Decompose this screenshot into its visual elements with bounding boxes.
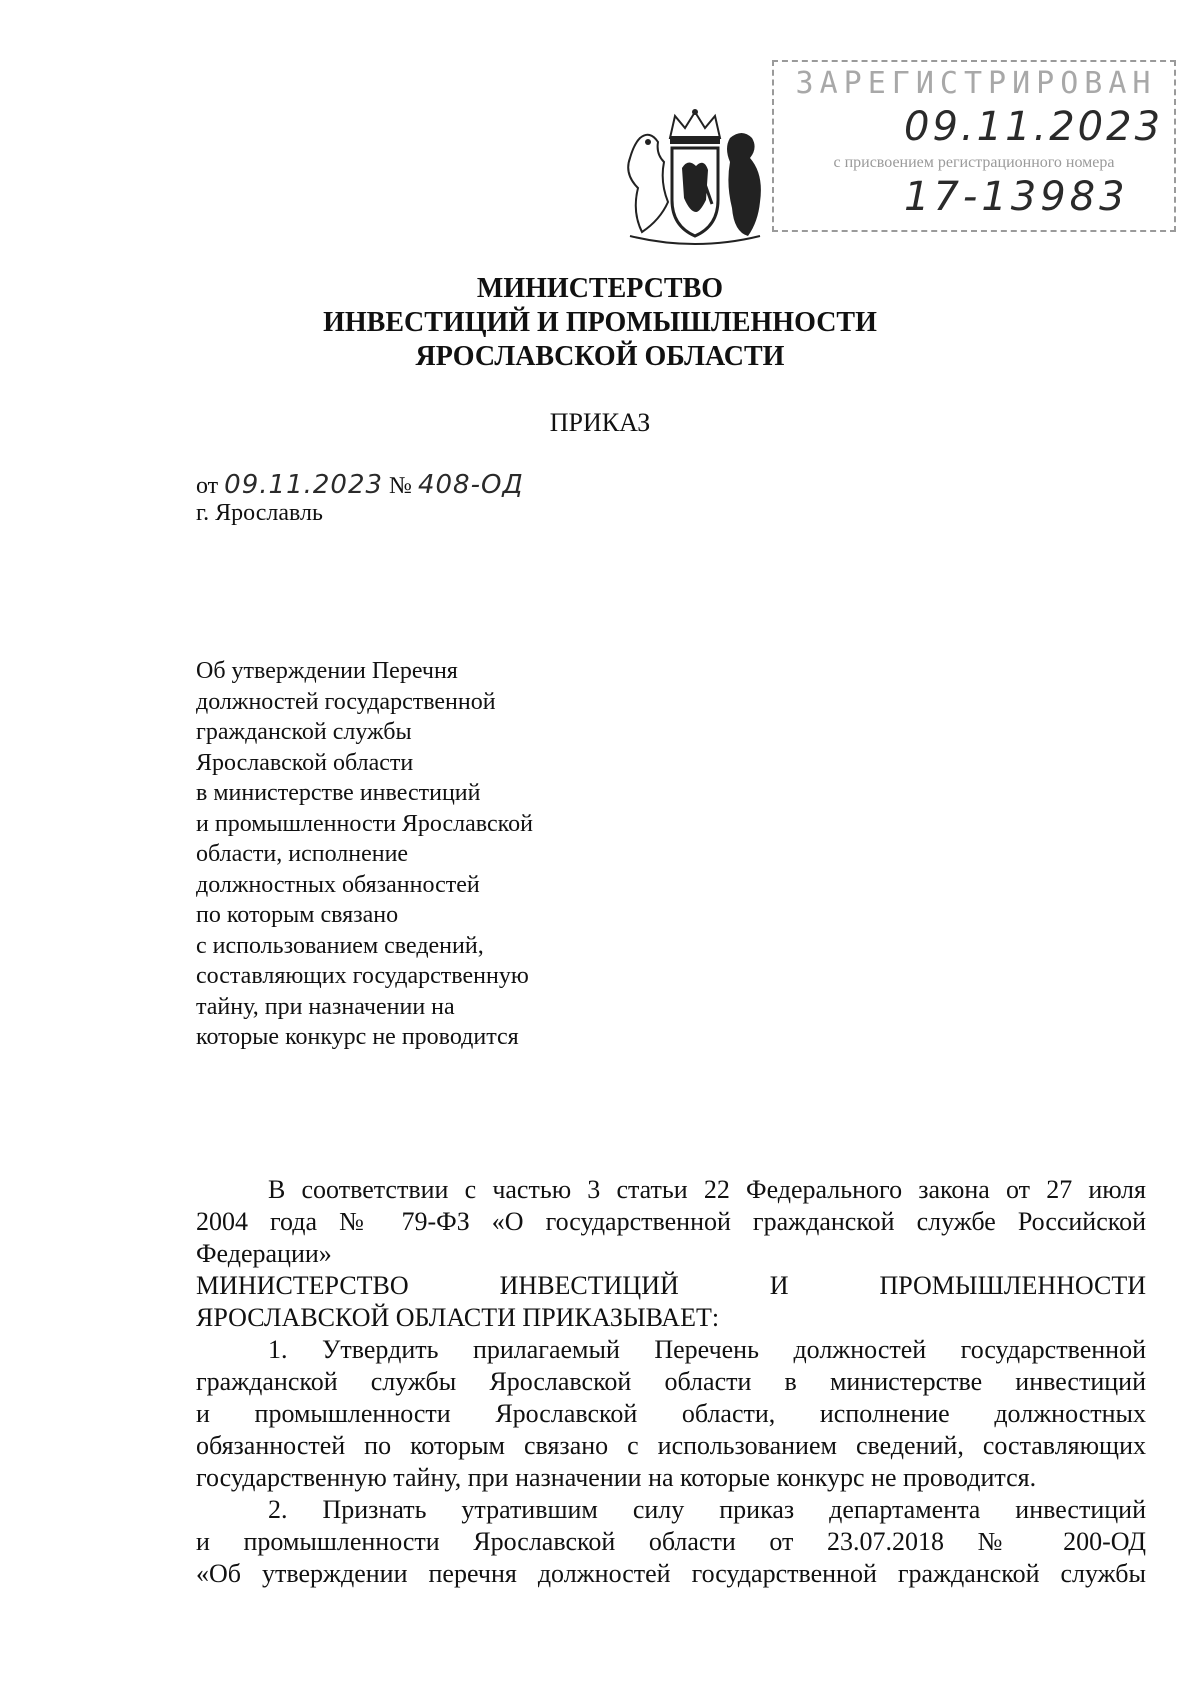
- subject-line: по которым связано: [196, 902, 399, 928]
- item-2-line: и промышленности Ярославской области от 23.07.2018 № 200-ОД: [196, 1527, 1146, 1556]
- subject-line: составляющих государственную: [196, 963, 529, 989]
- subject-line: должностей государственной: [196, 688, 496, 715]
- ministry-title-line: ИНВЕСТИЦИЙ И ПРОМЫШЛЕННОСТИ: [323, 307, 877, 338]
- item-1-line: государственную тайну, при назначении на которые конкурс не проводится.: [196, 1463, 1037, 1492]
- order-subject: [196, 656, 616, 1053]
- subject-line: гражданской службы: [196, 719, 412, 745]
- order-body: [196, 1174, 1146, 1590]
- subject-line: должностных обязанностей: [196, 871, 480, 898]
- item-1-line: и промышленности Ярославской области, исполнение должностных: [196, 1399, 1146, 1428]
- yaroslavl-coat-of-arms-icon: [620, 108, 770, 248]
- item-1-line: обязанностей по которым связано с использованием сведений, составляющих: [196, 1431, 1146, 1460]
- preamble-line: В соответствии с частью 3 статьи 22 Федерального закона от 27 июля: [268, 1175, 1146, 1204]
- subject-line: с использованием сведений,: [196, 932, 484, 959]
- item-2-line: «Об утверждении перечня должностей государственной гражданской службы: [196, 1559, 1146, 1588]
- city: г. Ярославль: [196, 500, 323, 526]
- date-prefix: от: [196, 473, 219, 499]
- ministry-title-line: ЯРОСЛАВСКОЙ ОБЛАСТИ: [415, 341, 785, 372]
- document-type: ПРИКАЗ: [549, 408, 651, 437]
- stamp-number: 17-13983: [904, 174, 1129, 220]
- stamp-date: 09.11.2023: [904, 104, 1164, 150]
- subject-line: тайну, при назначении на: [196, 993, 455, 1020]
- subject-line: в министерстве инвестиций: [196, 780, 481, 806]
- subject-line: Об утверждении Перечня: [196, 658, 458, 684]
- registration-stamp: [772, 60, 1176, 232]
- handwritten-number: 408-ОД: [417, 470, 524, 500]
- subject-line: и промышленности Ярославской: [196, 810, 533, 837]
- ministry-title: [300, 272, 900, 374]
- ministry-title-line: МИНИСТЕРСТВО: [476, 273, 724, 304]
- stamp-title: ЗАРЕГИСТРИРОВАН: [795, 66, 1157, 101]
- preamble-line: Федерации»: [196, 1239, 332, 1268]
- subject-line: Ярославской области: [196, 749, 414, 776]
- item-2-line: 2. Признать утратившим силу приказ департамента инвестиций: [268, 1495, 1146, 1524]
- item-1-line: 1. Утвердить прилагаемый Перечень должностей государственной: [268, 1335, 1146, 1364]
- preamble-line: 2004 года № 79-ФЗ «О государственной гражданской службе Российской: [196, 1207, 1146, 1236]
- stamp-caption: с присвоением регистрационного номера: [833, 154, 1115, 171]
- item-1-line: гражданской службы Ярославской области в министерстве инвестиций: [196, 1367, 1146, 1396]
- number-prefix: №: [389, 473, 412, 499]
- order-line: ЯРОСЛАВСКОЙ ОБЛАСТИ ПРИКАЗЫВАЕТ:: [196, 1303, 720, 1332]
- subject-line: которые конкурс не проводится: [196, 1024, 519, 1050]
- date-number-line: [196, 470, 524, 500]
- handwritten-date: 09.11.2023: [224, 470, 384, 500]
- order-line: МИНИСТЕРСТВО ИНВЕСТИЦИЙ И ПРОМЫШЛЕННОСТИ: [196, 1271, 1146, 1300]
- subject-line: области, исполнение: [196, 841, 409, 867]
